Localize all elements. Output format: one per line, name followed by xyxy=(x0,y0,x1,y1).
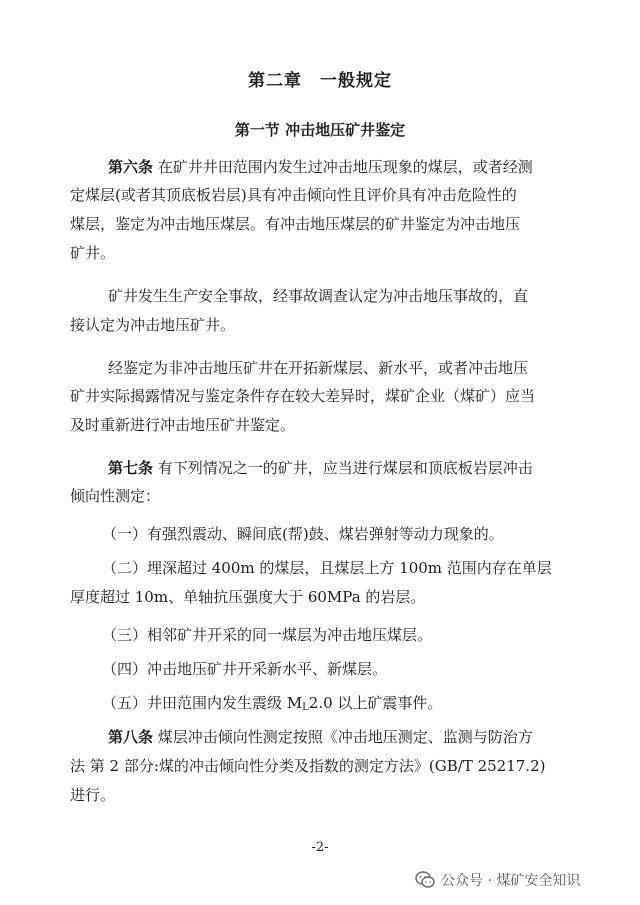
paragraph-line: 倾向性测定： xyxy=(70,487,161,505)
paragraph-line xyxy=(108,458,533,478)
item-text-post: 2.0 以上矿震事件。 xyxy=(308,694,443,712)
paragraph-line: 厚度超过 10m、单轴抗压强度大于 60MPa 的岩层。 xyxy=(70,588,426,606)
list-item: （三）相邻矿井开采的同一煤层为冲击地压煤层。 xyxy=(102,626,433,644)
article-label: 第八条 xyxy=(108,728,154,746)
paragraph-line xyxy=(108,157,533,177)
paragraph-line: 经鉴定为非冲击地压矿井在开拓新煤层、新水平，或者冲击地压 xyxy=(108,359,529,377)
paragraph-line: 接认定为冲击地压矿井。 xyxy=(70,316,236,334)
paragraph-line: 法 第 2 部分:煤的冲击倾向性分类及指数的测定方法》(GB/T 25217.2) xyxy=(70,757,546,775)
paragraph-line: 定煤层(或者其顶底板岩层)具有冲击倾向性且评价具有冲击危险性的 xyxy=(70,186,517,204)
paragraph-line: 及时重新进行冲击地压矿井鉴定。 xyxy=(70,416,296,434)
paragraph-line: 矿井发生生产安全事故，经事故调查认定为冲击地压事故的，直 xyxy=(108,287,529,305)
article-label: 第七条 xyxy=(108,459,154,477)
item-text-pre: （五）井田范围内发生震级 M xyxy=(102,694,303,712)
paragraph-text: 有下列情况之一的矿井，应当进行煤层和顶底板岩层冲击 xyxy=(157,459,533,477)
list-item: （一）有强烈震动、瞬间底(帮)鼓、煤岩弹射等动力现象的。 xyxy=(102,525,504,543)
magnitude-subscript: L xyxy=(302,702,309,713)
paragraph-line: 矿井实际揭露情况与鉴定条件存在较大差异时，煤矿企业（煤矿）应当 xyxy=(70,387,536,405)
paragraph-line: 进行。 xyxy=(70,786,116,804)
paragraph-line: 矿井。 xyxy=(70,244,116,262)
wechat-icon xyxy=(415,871,435,889)
chapter-title: 第二章 一般规定 xyxy=(248,71,392,91)
page-number: -2- xyxy=(311,840,329,855)
watermark-text: 公众号 · 煤矿安全知识 xyxy=(441,873,581,889)
section-title: 第一节 冲击地压矿井鉴定 xyxy=(234,121,406,139)
list-item: （二）埋深超过 400m 的煤层，且煤层上方 100m 范围内存在单层 xyxy=(102,559,552,577)
list-item xyxy=(102,693,442,718)
paragraph-line xyxy=(108,727,533,747)
watermark xyxy=(415,868,635,892)
paragraph-text: 在矿井井田范围内发生过冲击地压现象的煤层，或者经测 xyxy=(157,158,533,176)
paragraph-line: 煤层，鉴定为冲击地压煤层。有冲击地压煤层的矿井鉴定为冲击地压 xyxy=(70,215,521,233)
list-item: （四）冲击地压矿井开采新水平、新煤层。 xyxy=(102,660,388,678)
paragraph-text: 煤层冲击倾向性测定按照《冲击地压测定、监测与防治方 xyxy=(157,728,533,746)
article-label: 第六条 xyxy=(108,158,154,176)
